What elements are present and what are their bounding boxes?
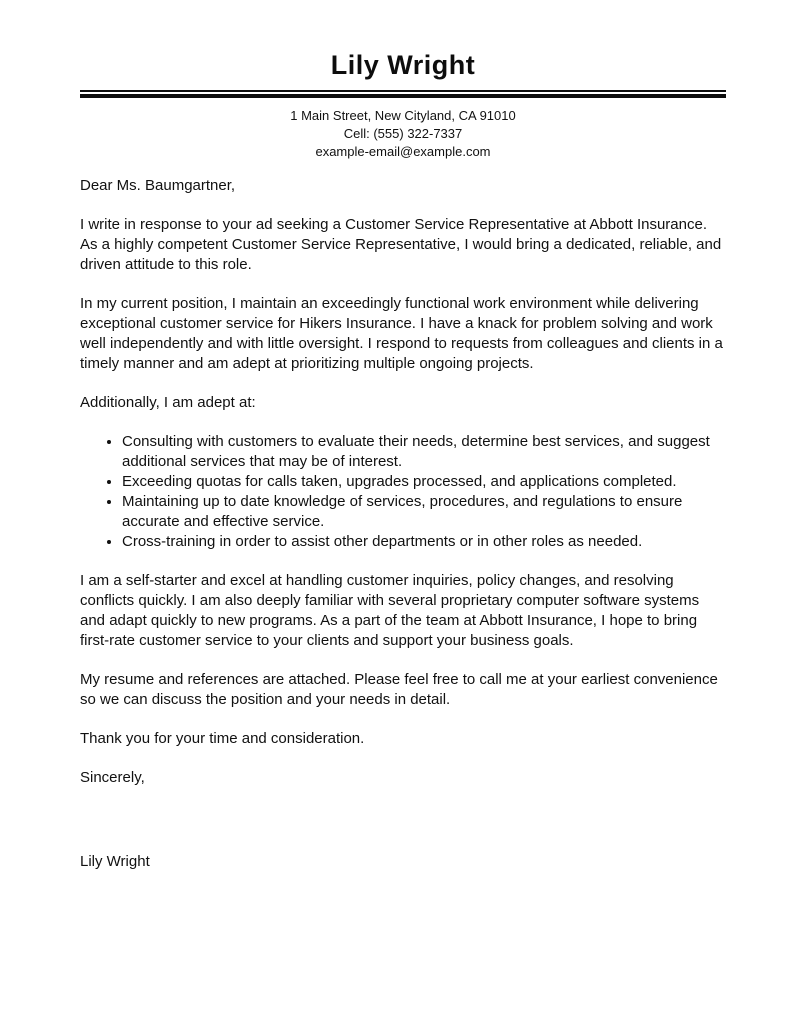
salutation: Dear Ms. Baumgartner, (80, 177, 236, 194)
contact-email: example-email@example.com (315, 144, 491, 159)
header-divider (80, 90, 726, 98)
letter-body (80, 176, 726, 872)
paragraph-resume-attached: My resume and references are attached. Please feel free to call me at your earliest convenience so we can discuss the position and your needs in detail. (80, 671, 718, 708)
letter-header (80, 50, 726, 161)
contact-cell: Cell: (555) 322-7337 (343, 126, 463, 141)
paragraph-intro: I write in response to your ad seeking a Customer Service Representative at Abbott Insurance. As a highly competent Customer Service Representative, I would bring a dedicated, reliable, and driven attitude to this role. (80, 216, 722, 273)
skills-list (80, 432, 726, 552)
list-item: • Consulting with customers to evaluate their needs, determine best services, and suggest additional services that may be of interest. (122, 432, 726, 472)
adept-intro: Additionally, I am adept at: (80, 394, 256, 411)
signature-name: Lily Wright (80, 853, 150, 870)
paragraph-current-position: In my current position, I maintain an exceedingly functional work environment while delivering exceptional customer service for Hikers Insurance. I have a knack for problem solving and work well independently and with little oversight. I respond to requests from colleagues and clients in a timely manner and am adept at prioritizing multiple ongoing projects. (80, 295, 723, 372)
valediction: Sincerely, (80, 769, 145, 786)
paragraph-self-starter: I am a self-starter and excel at handling customer inquiries, policy changes, and resolving conflicts quickly. I am also deeply familiar with several proprietary computer software systems and adapt quickly to new programs. As a part of the team at Abbott Insurance, I hope to bring first-rate customer service to your clients and support your business goals. (80, 572, 700, 649)
page-title: Lily Wright (330, 50, 476, 80)
divider-thin-line (80, 90, 726, 92)
list-item: • Cross-training in order to assist other departments or in other roles as needed. (122, 532, 726, 552)
list-item: • Maintaining up to date knowledge of services, procedures, and regulations to ensure accurate and effective service. (122, 492, 726, 532)
divider-thick-line (80, 94, 726, 98)
list-item: • Exceeding quotas for calls taken, upgrades processed, and applications completed. (122, 472, 726, 492)
thanks-line: Thank you for your time and consideration. (80, 730, 365, 747)
contact-block (80, 107, 726, 161)
contact-address: 1 Main Street, New Cityland, CA 91010 (290, 108, 516, 123)
